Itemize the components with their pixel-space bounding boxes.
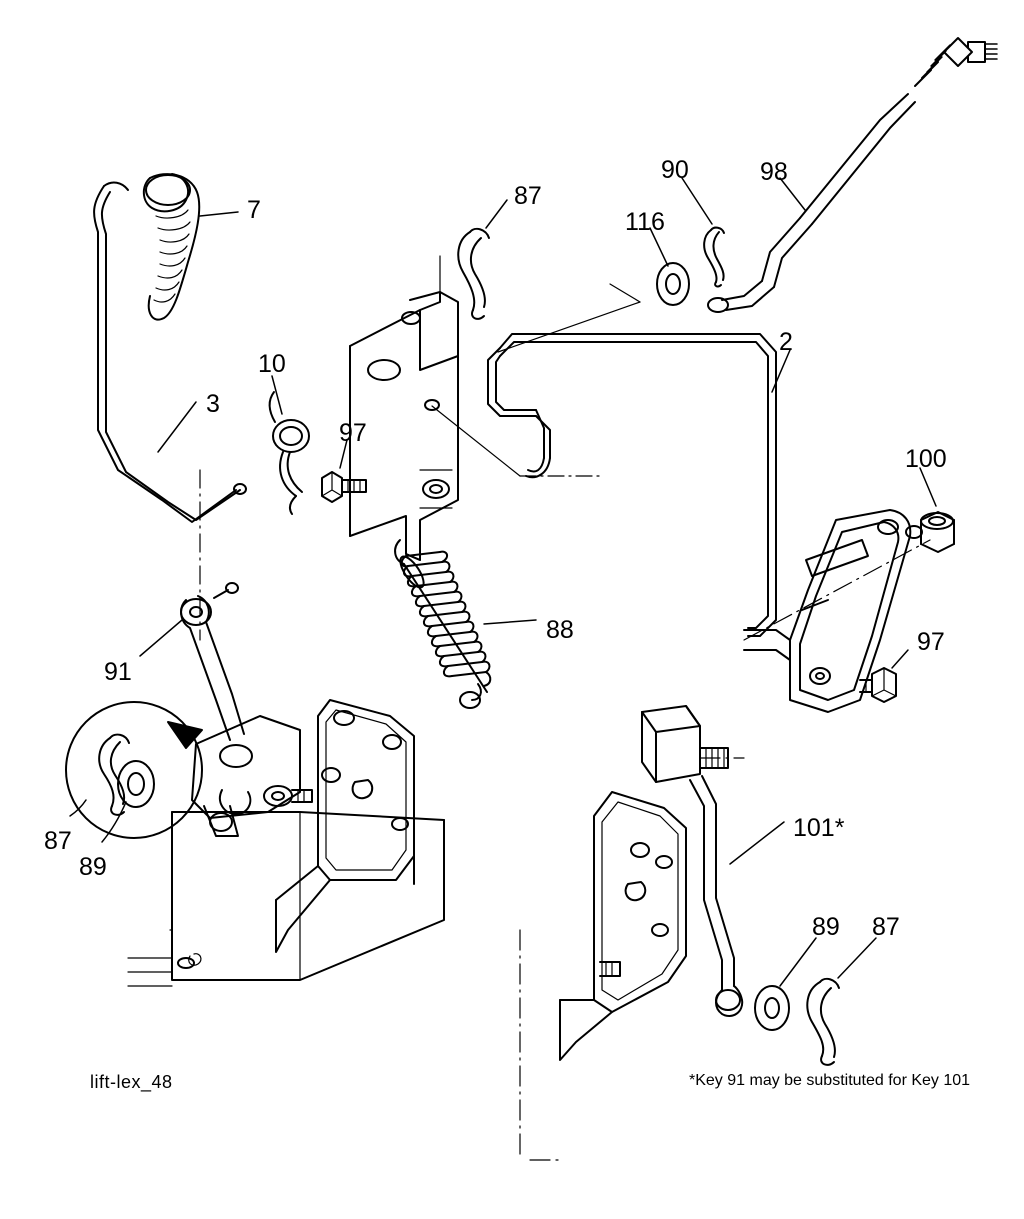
part-87-clip-top [458,229,489,319]
callout-89-bottom: 89 [812,913,840,941]
callout-2: 2 [779,328,793,356]
callout-91: 91 [104,658,132,686]
part-98-rod [708,38,997,312]
part-91-link [181,583,244,740]
callout-88: 88 [546,616,574,644]
lift-bracket-center [350,256,458,560]
callout-98: 98 [760,158,788,186]
callout-97-left: 97 [339,419,367,447]
left-deck-bracket [192,716,312,836]
callout-87-top: 87 [514,182,542,210]
callout-7: 7 [247,196,261,224]
callout-3: 3 [206,390,220,418]
detail-magnifier [66,702,202,838]
callout-116: 116 [625,208,665,236]
callout-89-detail: 89 [79,853,107,881]
part-116-washer [657,263,689,305]
callout-101: 101* [793,814,845,842]
part-2-lift-link [488,334,776,636]
part-10-spring [270,392,309,514]
callout-87-detail: 87 [44,827,72,855]
part-3-lift-handle [94,183,246,522]
callout-100: 100 [905,445,947,473]
left-deck-plate [128,700,444,986]
part-97-bolt-left [322,472,366,502]
callout-10: 10 [258,350,286,378]
part-97-bolt-right [860,668,896,702]
figure-code: lift-lex_48 [90,1072,173,1092]
part-90-clip [704,228,724,287]
callout-90: 90 [661,156,689,184]
callout-97-right: 97 [917,628,945,656]
part-89-washer-bottom [755,986,789,1030]
right-deck-plate [520,792,686,1160]
callout-87-bottom: 87 [872,913,900,941]
part-88-extension-spring [395,540,490,708]
part-7-grip [144,174,199,320]
part-100-nut [921,512,954,552]
part-87-clip-bottom [807,979,839,1065]
footnote-text: *Key 91 may be substituted for Key 101 [689,1072,971,1089]
